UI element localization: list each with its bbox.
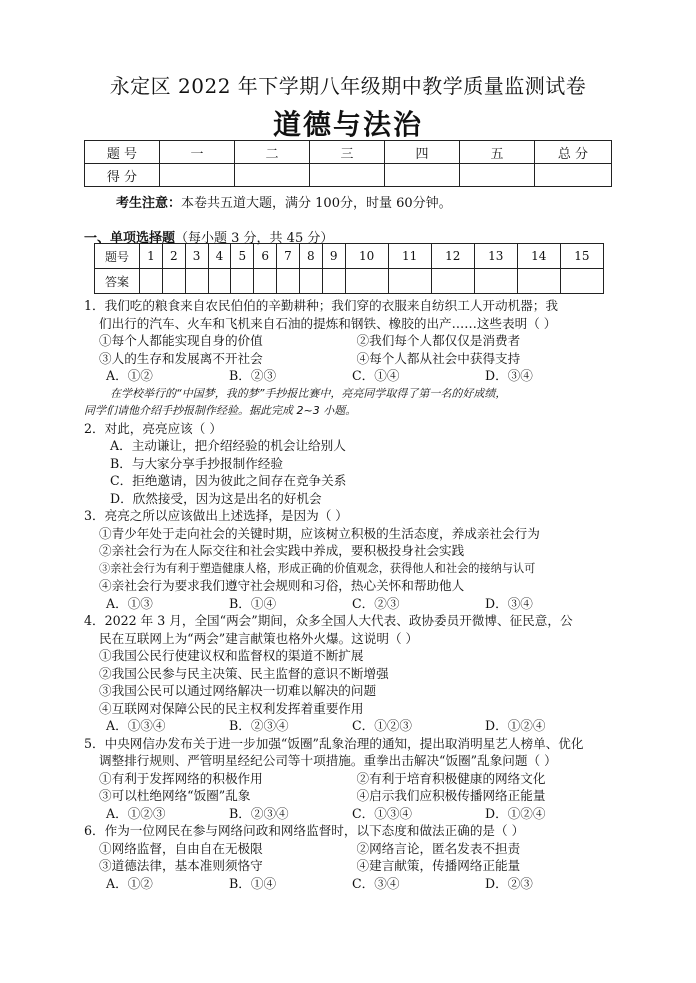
statement: ④互联网对保障公民的民主权利发挥着重要作用 bbox=[99, 700, 364, 716]
question-number-cell: 13 bbox=[474, 244, 517, 269]
question-number-cell: 14 bbox=[517, 244, 560, 269]
question-stem: 2．对此，亮亮应该（ ） bbox=[84, 420, 222, 436]
answer-table-answer-row bbox=[95, 269, 604, 294]
choice-c: C．①③④ bbox=[352, 805, 413, 821]
question-number-cell: 5 bbox=[231, 244, 254, 269]
question-stem: 民在互联网上为“两会”建言献策也格外火爆。这说明（ ） bbox=[99, 630, 419, 646]
statement: ①每个人都能实现自身的价值 bbox=[99, 333, 263, 348]
statement-row bbox=[84, 332, 614, 350]
score-cell: 一 bbox=[160, 141, 235, 164]
choice-d: D．欣然接受，因为这是出名的好机会 bbox=[110, 490, 322, 506]
material-intro: 同学们请他介绍手抄报制作经验。据此完成 2~3 小题。 bbox=[84, 404, 357, 417]
score-table bbox=[84, 140, 612, 187]
question-number-cell: 7 bbox=[277, 244, 300, 269]
answer-blank-cell bbox=[208, 269, 231, 294]
choice-b: B．②③④ bbox=[229, 805, 289, 821]
choice-c: C．①④ bbox=[352, 368, 400, 383]
score-cell: 四 bbox=[385, 141, 460, 164]
question-stem: 3．亮亮之所以应该做出上述选择，是因为（ ） bbox=[84, 508, 348, 523]
choice-a: A．①② bbox=[106, 875, 153, 891]
score-cell: 三 bbox=[310, 141, 385, 164]
question-number-cell: 8 bbox=[299, 244, 322, 269]
score-table-header-row bbox=[85, 141, 612, 164]
question-number-cell: 10 bbox=[345, 244, 388, 269]
statement: ③可以杜绝网络“饭圈”乱象 bbox=[99, 788, 251, 803]
question-stem: 们出行的汽车、火车和飞机来自石油的提炼和钢铁、橡胶的出产……这些表明（ ） bbox=[99, 315, 557, 331]
choice-c: C．③④ bbox=[352, 875, 400, 891]
choice-b: B．②③ bbox=[229, 368, 277, 383]
question-number-cell: 9 bbox=[322, 244, 345, 269]
answer-blank-cell bbox=[560, 269, 603, 294]
statement-row bbox=[84, 840, 614, 858]
statement: ①网络监督，自由自在无极限 bbox=[99, 840, 263, 856]
statement-row bbox=[84, 857, 614, 875]
choice-a: A．①③④ bbox=[106, 718, 166, 733]
answer-blank-cell bbox=[474, 269, 517, 294]
exam-title: 永定区 2022 年下学期八年级期中教学质量监测试卷 bbox=[109, 74, 587, 98]
statement: ③道德法律，基本准则须恪守 bbox=[99, 858, 263, 873]
question-stem: 6．作为一位网民在参与网络问政和网络监督时，以下态度和做法正确的是（ ） bbox=[84, 823, 525, 838]
choice-a: A．主动谦让，把介绍经验的机会让给别人 bbox=[110, 438, 346, 453]
statement: ③亲社会行为有利于塑造健康人格，形成正确的价值观念，获得他人和社会的接纳与认可 bbox=[99, 561, 536, 575]
statement: ④亲社会行为要求我们遵守社会规则和习俗，热心关怀和帮助他人 bbox=[99, 578, 465, 593]
choice-b: B．与大家分享手抄报制作经验 bbox=[110, 455, 283, 471]
statement: ④每个人都从社会中获得支持 bbox=[356, 350, 521, 366]
answer-blank-cell bbox=[231, 269, 254, 294]
choice-c: C．拒绝邀请，因为彼此之间存在竞争关系 bbox=[110, 473, 347, 488]
answer-blank-cell bbox=[162, 269, 185, 294]
statement: ④启示我们应积极传播网络正能量 bbox=[356, 788, 546, 803]
question-number-cell: 6 bbox=[254, 244, 277, 269]
question-number-cell: 3 bbox=[185, 244, 208, 269]
answer-blank-cell bbox=[299, 269, 322, 294]
score-blank-cell bbox=[160, 164, 235, 187]
question-number-cell: 2 bbox=[162, 244, 185, 269]
choice-row bbox=[84, 367, 614, 385]
choice-b: B．②③④ bbox=[229, 718, 289, 733]
answer-blank-cell bbox=[388, 269, 431, 294]
choice-d: D．①②④ bbox=[485, 805, 546, 821]
answer-blank-cell bbox=[277, 269, 300, 294]
answer-row-label: 答案 bbox=[95, 269, 140, 294]
choice-a: A．①② bbox=[106, 368, 153, 383]
notice-label: 考生注意： bbox=[116, 196, 182, 211]
answer-table-number-row bbox=[95, 244, 604, 269]
statement-row bbox=[84, 770, 614, 788]
statement-row bbox=[84, 787, 614, 805]
statement: ②网络言论，匿名发表不担责 bbox=[356, 840, 521, 856]
score-blank-cell bbox=[235, 164, 310, 187]
answer-blank-cell bbox=[322, 269, 345, 294]
question-list bbox=[84, 297, 614, 892]
score-blank-cell bbox=[535, 164, 612, 187]
answer-blank-cell bbox=[517, 269, 560, 294]
score-cell: 五 bbox=[460, 141, 535, 164]
choice-c: C．①②③ bbox=[352, 718, 413, 733]
statement: ②亲社会行为在人际交往和社会实践中养成，要积极投身社会实践 bbox=[99, 543, 465, 558]
answer-table bbox=[94, 243, 604, 294]
score-blank-cell bbox=[460, 164, 535, 187]
notice-text: 本卷共五道大题，满分 100分，时量 60分钟。 bbox=[181, 196, 452, 211]
material-intro: 在学校举行的“中国梦，我的梦”手抄报比赛中，亮亮同学取得了第一名的好成绩， bbox=[110, 386, 507, 400]
choice-d: D．①②④ bbox=[485, 718, 546, 733]
question-number-cell: 11 bbox=[388, 244, 431, 269]
statement: ④建言献策，传播网络正能量 bbox=[356, 858, 521, 873]
choice-row bbox=[84, 875, 614, 893]
question-number-cell: 15 bbox=[560, 244, 603, 269]
question-stem: 调整排行规则、严管明星经纪公司等十项措施。重拳出击解决“饭圈”乱象问题（ ） bbox=[99, 753, 557, 768]
choice-b: B．①④ bbox=[229, 875, 277, 891]
choice-row bbox=[84, 595, 614, 613]
exam-notice bbox=[116, 192, 452, 211]
section-note: （每小题 3 分，共 45 分） bbox=[175, 231, 334, 246]
statement: ③我国公民可以通过网络解决一切难以解决的问题 bbox=[99, 683, 377, 698]
choice-row bbox=[84, 805, 614, 823]
statement-row bbox=[84, 350, 614, 368]
score-cell: 得 分 bbox=[85, 164, 160, 187]
score-blank-cell bbox=[385, 164, 460, 187]
choice-d: D．③④ bbox=[485, 368, 533, 383]
answer-blank-cell bbox=[431, 269, 474, 294]
score-table-score-row bbox=[85, 164, 612, 187]
choice-d: D．②③ bbox=[485, 875, 533, 891]
answer-row-label: 题号 bbox=[95, 244, 140, 269]
answer-blank-cell bbox=[185, 269, 208, 294]
choice-d: D．③④ bbox=[485, 595, 533, 611]
statement: ①我国公民行使建议权和监督权的渠道不断扩展 bbox=[99, 648, 364, 663]
statement: ②有利于培育积极健康的网络文化 bbox=[356, 770, 546, 786]
score-cell: 二 bbox=[235, 141, 310, 164]
answer-blank-cell bbox=[254, 269, 277, 294]
question-number-cell: 12 bbox=[431, 244, 474, 269]
statement: ②我们每个人都仅仅是消费者 bbox=[356, 333, 521, 348]
choice-a: A．①②③ bbox=[106, 805, 166, 821]
answer-blank-cell bbox=[140, 269, 163, 294]
question-number-cell: 1 bbox=[140, 244, 163, 269]
section-title: 一、单项选择题 bbox=[84, 231, 176, 246]
choice-row bbox=[84, 717, 614, 735]
answer-blank-cell bbox=[345, 269, 388, 294]
statement: ①有利于发挥网络的积极作用 bbox=[99, 770, 263, 786]
statement: ②我国公民参与民主决策、民主监督的意识不断增强 bbox=[99, 665, 389, 681]
question-stem: 1．我们吃的粮食来自农民伯伯的辛勤耕种；我们穿的衣服来自纺织工人开动机器；我 bbox=[84, 298, 558, 313]
statement: ③人的生存和发展离不开社会 bbox=[99, 350, 263, 366]
question-stem: 5．中央网信办发布关于进一步加强“饭圈”乱象治理的通知，提出取消明星艺人榜单、优化 bbox=[84, 735, 584, 751]
choice-a: A．①③ bbox=[106, 595, 153, 611]
choice-b: B．①④ bbox=[229, 595, 277, 611]
question-stem: 4．2022 年 3 月，全国“两会”期间，众多全国人大代表、政协委员开微博、征民意，公 bbox=[84, 613, 573, 628]
score-cell: 总 分 bbox=[535, 141, 612, 164]
score-blank-cell bbox=[310, 164, 385, 187]
subject-title: 道德与法治 bbox=[272, 108, 423, 141]
statement: ①青少年处于走向社会的关键时期，应该树立积极的生活态度，养成亲社会行为 bbox=[99, 525, 540, 541]
score-cell: 题 号 bbox=[85, 141, 160, 164]
question-number-cell: 4 bbox=[208, 244, 231, 269]
choice-c: C．②③ bbox=[352, 595, 400, 611]
